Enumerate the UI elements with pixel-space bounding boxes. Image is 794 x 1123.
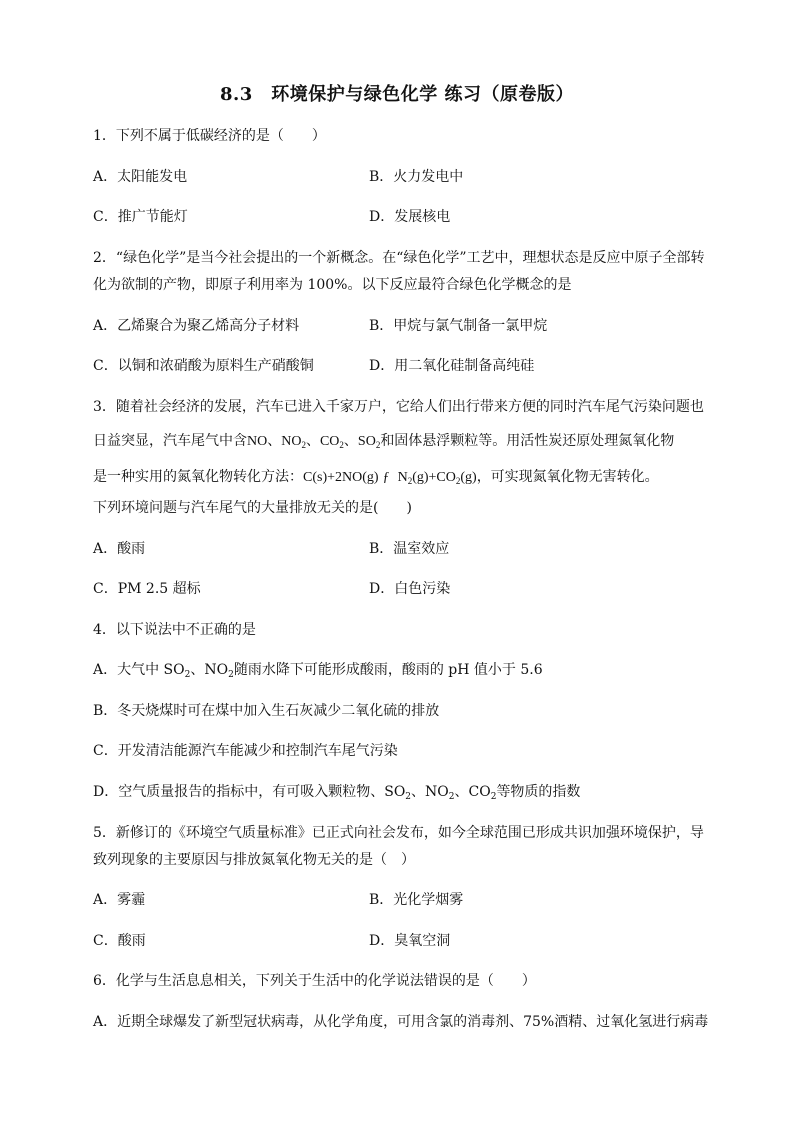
question-4-option-d	[93, 782, 580, 802]
formula-so: 、SO	[343, 434, 376, 449]
question-5-option-d: D．臭氧空洞	[369, 933, 451, 949]
question-3-line3-text-b: ，可实现氮氧化物无害转化。	[476, 469, 659, 485]
question-4-option-a	[93, 660, 543, 680]
equation-right-co: (g)+CO	[412, 470, 456, 485]
question-1-stem: 1．下列不属于低碳经济的是（ ）	[93, 128, 326, 144]
question-2-stem-line2: 化为欲制的产物，即原子利用率为 100%。以下反应最符合绿色化学概念的是	[93, 277, 572, 293]
question-1-option-b: B．火力发电中	[369, 169, 464, 185]
question-5-option-c: C．酸雨	[93, 933, 146, 949]
question-5-stem-line2: 致列现象的主要原因与排放氮氧化物无关的是（ ）	[93, 852, 415, 868]
formula-sub: 2	[455, 476, 461, 486]
option-d-text-2: 、NO	[411, 784, 449, 800]
equation-right-n: N	[397, 470, 408, 485]
formula-sub: 2	[339, 440, 344, 450]
option-d-text-4: 等物质的指数	[496, 784, 581, 800]
reaction-equation	[303, 470, 477, 485]
question-2-option-d: D．用二氧化硅制备高纯硅	[369, 358, 535, 374]
formula-sub: 2	[301, 440, 306, 450]
formula-sub: 2	[490, 792, 497, 802]
option-a-text-3: 随雨水降下可能形成酸雨，酸雨的 pH 值小于 5.6	[233, 662, 543, 678]
equation-right-g: (g)	[460, 470, 477, 485]
formula-co: 、CO	[305, 434, 340, 449]
question-1-option-a: A．太阳能发电	[93, 169, 188, 185]
formula-sub: 2	[407, 476, 413, 486]
pollutant-formula	[247, 434, 380, 449]
formula-sub: 2	[375, 440, 381, 450]
question-4-option-b: B．冬天烧煤时可在煤中加入生石灰减少二氧化硫的排放	[93, 703, 440, 719]
question-5-option-a: A．雾霾	[93, 892, 146, 908]
question-1-option-c: C．推广节能灯	[93, 209, 188, 225]
question-4-option-c: C．开发清洁能源汽车能减少和控制汽车尾气污染	[93, 743, 398, 759]
question-3-option-d: D．白色污染	[369, 581, 451, 597]
question-6-option-a: A．近期全球爆发了新型冠状病毒，从化学角度，可用含氯的消毒剂、75%酒精、过氧化氢进行病毒	[93, 1014, 709, 1030]
question-3-line2-text-b: 和固体悬浮颗粒等。用活性炭还原处理氮氧化物	[380, 433, 675, 449]
formula-no: NO、NO	[247, 434, 302, 449]
equation-left: C(s)+2NO(g)	[303, 470, 379, 485]
question-2-option-a: A．乙烯聚合为聚乙烯高分子材料	[93, 318, 300, 334]
formula-sub: 2	[448, 792, 455, 802]
formula-sub: 2	[228, 670, 234, 680]
formula-sub: 2	[405, 792, 412, 802]
question-5-stem-line1: 5．新修订的《环境空气质量标准》已正式向社会发布，如今全球范围已形成共识加强环境保护，导	[93, 825, 704, 841]
option-a-text-2: 、NO	[190, 662, 229, 678]
question-3-line2-text-a: 日益突显，汽车尾气中含	[93, 433, 247, 449]
question-3-stem-line3	[93, 467, 659, 488]
question-3-stem-line1: 3．随着社会经济的发展，汽车已进入千家万户，它给人们出行带来方便的同时汽车尾气污染问题也	[93, 399, 704, 415]
question-3-option-a: A．酸雨	[93, 541, 146, 557]
question-3-stem-line4: 下列环境问题与汽车尾气的大量排放无关的是( )	[93, 500, 412, 516]
equilibrium-arrow: ƒ	[382, 470, 390, 485]
question-1-option-d: D．发展核电	[369, 209, 451, 225]
question-6-stem: 6．化学与生活息息相关，下列关于生活中的化学说法错误的是（ ）	[93, 973, 536, 989]
question-3-stem-line2	[93, 431, 674, 452]
question-2-stem-line1: 2．“绿色化学”是当今社会提出的一个新概念。在“绿色化学”工艺中，理想状态是反应中原子全部转	[93, 250, 705, 266]
question-3-line3-text-a: 是一种实用的氮氧化物转化方法：	[93, 469, 303, 485]
question-2-option-b: B．甲烷与氯气制备一氯甲烷	[369, 318, 548, 334]
question-4-stem: 4．以下说法中不正确的是	[93, 622, 256, 638]
question-3-option-b: B．温室效应	[369, 541, 450, 557]
question-5-option-b: B．光化学烟雾	[369, 892, 464, 908]
question-2-option-c: C．以铜和浓硝酸为原料生产硝酸铜	[93, 358, 314, 374]
question-3-option-c: C．PM 2.5 超标	[93, 581, 201, 597]
option-a-text-1: A．大气中 SO	[93, 662, 185, 678]
page-title: 8.3 环境保护与绿色化学 练习（原卷版）	[219, 84, 575, 105]
option-d-text-1: D．空气质量报告的指标中，有可吸入颗粒物、SO	[93, 784, 406, 800]
option-d-text-3: 、CO	[454, 784, 491, 800]
formula-sub: 2	[184, 670, 191, 680]
